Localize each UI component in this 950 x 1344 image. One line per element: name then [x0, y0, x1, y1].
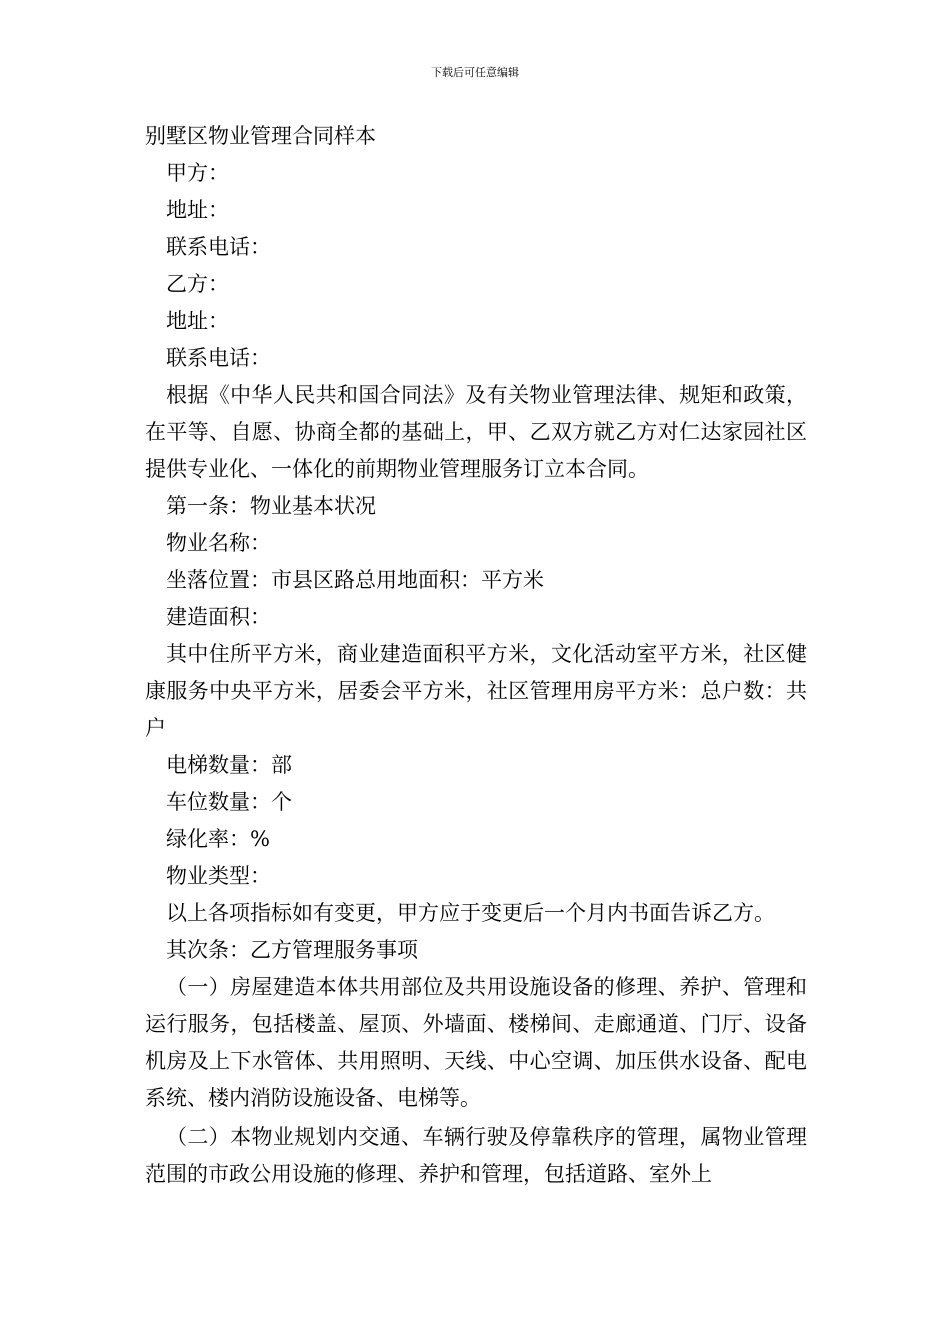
service-item-2: （二）本物业规划内交通、车辆行驶及停靠秩序的管理，属物业管理范围的市政公用设施的修理、养护和管理，包括道路、室外上	[145, 1125, 807, 1186]
document-title: 别墅区物业管理合同样本	[145, 124, 376, 148]
article-2-heading: 其次条：乙方管理服务事项	[166, 938, 418, 962]
area-breakdown-paragraph: 其中住所平方米，商业建造面积平方米，文化活动室平方米，社区健康服务中央平方米，居委会平方米，社区管理用房平方米：总户数：共户	[145, 642, 807, 740]
party-b-address: 地址：	[166, 309, 229, 333]
property-type: 物业类型：	[166, 864, 271, 888]
party-b-label: 乙方：	[166, 272, 229, 296]
property-location: 坐落位置：市县区路总用地面积：平方米	[166, 568, 544, 592]
page-header-note: 下载后可任意编辑	[431, 66, 519, 79]
elevator-count: 电梯数量：部	[166, 753, 292, 777]
service-item-1: （一）房屋建造本体共用部位及共用设施设备的修理、养护、管理和运行服务，包括楼盖、屋顶、外墙面、楼梯间、走廊通道、门厅、设备机房及上下水管体、共用照明、天线、中心空调、加压供水设备、配电系统、楼内消防设施设备、电梯等。	[145, 975, 807, 1110]
document-body	[145, 118, 807, 1193]
preamble-paragraph: 根据《中华人民共和国合同法》及有关物业管理法律、规矩和政策，在平等、自愿、协商全都的基础上，甲、乙双方就乙方对仁达家园社区提供专业化、一体化的前期物业管理服务订立本合同。	[145, 383, 807, 481]
article-1-heading: 第一条：物业基本状况	[166, 494, 376, 518]
party-a-phone: 联系电话：	[166, 235, 271, 259]
parking-count: 车位数量：个	[166, 790, 292, 814]
party-b-phone: 联系电话：	[166, 346, 271, 370]
party-a-address: 地址：	[166, 198, 229, 222]
greening-rate: 绿化率：%	[166, 827, 270, 851]
change-notice: 以上各项指标如有变更，甲方应于变更后一个月内书面告诉乙方。	[166, 901, 775, 925]
party-a-label: 甲方：	[166, 161, 229, 185]
building-area: 建造面积：	[166, 605, 271, 629]
property-name: 物业名称：	[166, 531, 271, 555]
